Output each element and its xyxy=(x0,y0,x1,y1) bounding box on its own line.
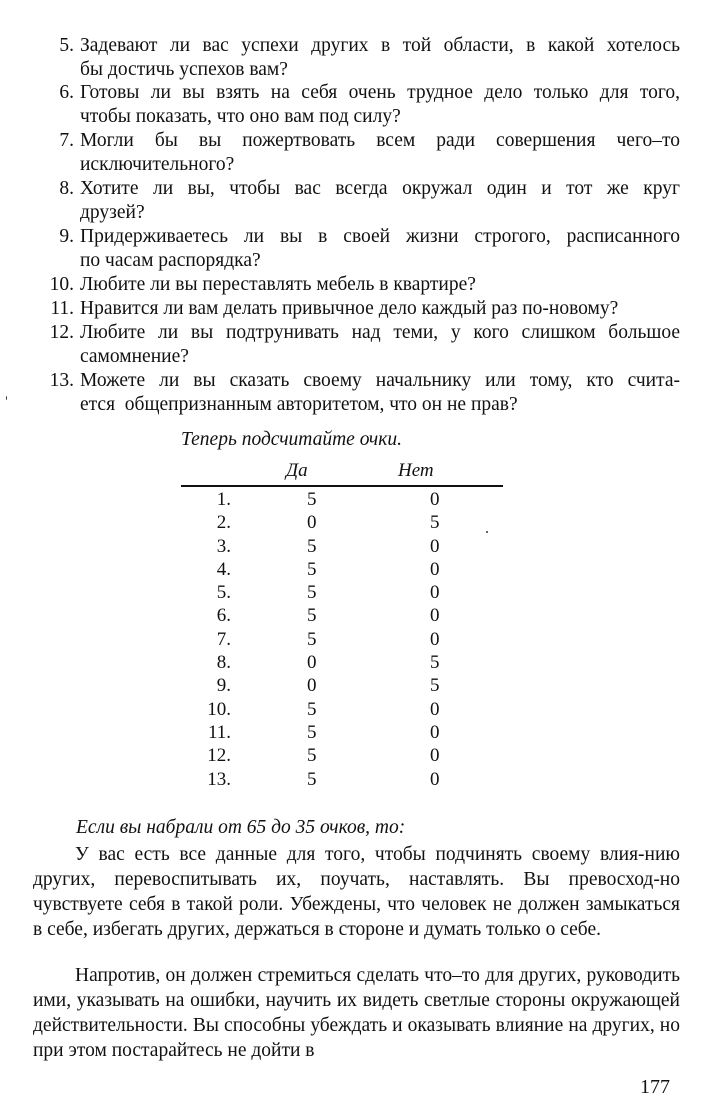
yes-score: 0 xyxy=(307,512,317,534)
yes-score: 0 xyxy=(307,675,317,697)
score-row xyxy=(181,698,503,721)
question-text-line: исключительного? xyxy=(80,153,235,175)
question-item xyxy=(0,225,713,273)
score-table xyxy=(181,460,503,790)
question-number: 9. xyxy=(59,226,74,247)
question-text-line: Могли бы вы пожертвовать всем ради совершения чего–то xyxy=(80,130,680,151)
question-item xyxy=(0,81,713,129)
score-table-header xyxy=(181,460,503,484)
score-row xyxy=(181,511,503,534)
score-instruction: Теперь подсчитайте очки. xyxy=(181,429,402,450)
question-text-line: ется общепризнанным авторитетом, что он не прав? xyxy=(80,393,518,415)
row-number: 10. xyxy=(207,698,231,720)
row-number: 3. xyxy=(216,535,231,557)
score-row xyxy=(181,721,503,744)
no-score: 0 xyxy=(430,535,440,557)
question-number: 12. xyxy=(49,322,74,343)
question-text-line: чтобы показать, что оно вам под силу? xyxy=(80,105,401,127)
no-score: 0 xyxy=(430,558,440,580)
result-paragraph: У вас есть все данные для того, чтобы подчинять своему влия-нию других, перевоспитывать их, поучать, наставлять. Вы превосход-но чувствуете себя в такой роли. Убеждены, что человек не должен замыкаться в себе, избегать других, держаться в стороне и думать только о себе. xyxy=(33,844,680,940)
question-text-line: Любите ли вы переставлять мебель в квартире? xyxy=(80,274,476,295)
yes-score: 0 xyxy=(307,652,317,674)
row-number: 2. xyxy=(216,512,231,534)
question-text-line: Нравится ли вам делать привычное дело каждый раз по-новому? xyxy=(80,298,619,319)
yes-score: 5 xyxy=(307,745,317,767)
question-number: 11. xyxy=(50,298,74,319)
yes-score: 5 xyxy=(307,582,317,604)
score-row xyxy=(181,581,503,604)
score-row xyxy=(181,558,503,581)
score-row xyxy=(181,768,503,791)
no-score: 0 xyxy=(430,768,440,790)
speck xyxy=(486,531,488,533)
score-row xyxy=(181,535,503,558)
question-text-line: Задевают ли вас успехи других в той области, в какой хотелось xyxy=(80,35,680,56)
question-text-line: Придерживаетесь ли вы в своей жизни строгого, расписанного xyxy=(80,226,680,247)
question-number: 10. xyxy=(49,274,74,295)
question-text-line: друзей? xyxy=(80,201,145,223)
question-text-line: Хотите ли вы, чтобы вас всегда окружал один и тот же круг xyxy=(80,178,680,199)
question-number: 5. xyxy=(59,35,74,56)
question-item xyxy=(0,129,713,177)
no-score: 0 xyxy=(430,605,440,627)
question-item xyxy=(0,177,713,225)
question-number: 6. xyxy=(59,82,74,103)
score-row xyxy=(181,488,503,511)
question-number: 7. xyxy=(59,130,74,151)
question-item xyxy=(0,369,713,417)
question-text-line: самомнение? xyxy=(80,345,189,367)
row-number: 13. xyxy=(207,768,231,790)
row-number: 9. xyxy=(216,675,231,697)
column-header-no: Нет xyxy=(398,460,434,481)
yes-score: 5 xyxy=(307,721,317,743)
column-header-yes: Да xyxy=(286,460,308,481)
question-item xyxy=(0,34,713,81)
result-heading: Если вы набрали от 65 до 35 очков, то: xyxy=(76,817,406,838)
row-number: 11. xyxy=(207,721,231,743)
question-text-line: Любите ли вы подтрунивать над теми, у кого слишком большое xyxy=(80,322,680,343)
question-item xyxy=(0,273,713,297)
yes-score: 5 xyxy=(307,628,317,650)
score-row xyxy=(181,744,503,767)
question-text-line: Можете ли вы сказать своему начальнику или тому, кто счита- xyxy=(80,370,680,391)
question-item xyxy=(0,297,713,321)
speck xyxy=(6,396,7,400)
no-score: 0 xyxy=(430,489,440,510)
score-row xyxy=(181,604,503,627)
yes-score: 5 xyxy=(307,698,317,720)
yes-score: 5 xyxy=(307,558,317,580)
row-number: 4. xyxy=(216,558,231,580)
table-rule xyxy=(181,485,503,487)
question-number: 13. xyxy=(49,370,74,391)
row-number: 6. xyxy=(216,605,231,627)
no-score: 0 xyxy=(430,698,440,720)
score-row xyxy=(181,651,503,674)
yes-score: 5 xyxy=(307,535,317,557)
score-row xyxy=(181,628,503,651)
no-score: 0 xyxy=(430,582,440,604)
row-number: 1. xyxy=(216,489,231,510)
no-score: 0 xyxy=(430,721,440,743)
score-table-body xyxy=(181,488,503,791)
row-number: 12. xyxy=(207,745,231,767)
no-score: 5 xyxy=(430,652,440,674)
no-score: 0 xyxy=(430,628,440,650)
yes-score: 5 xyxy=(307,768,317,790)
score-row xyxy=(181,674,503,697)
question-item xyxy=(0,321,713,369)
question-number: 8. xyxy=(59,178,74,199)
no-score: 5 xyxy=(430,675,440,697)
page-number: 177 xyxy=(640,1076,670,1098)
question-list xyxy=(0,34,713,417)
question-text-line: Готовы ли вы взять на себя очень трудное дело только для того, xyxy=(80,82,680,103)
row-number: 7. xyxy=(216,628,231,650)
row-number: 5. xyxy=(216,582,231,604)
no-score: 0 xyxy=(430,745,440,767)
row-number: 8. xyxy=(216,652,231,674)
yes-score: 5 xyxy=(307,489,317,510)
yes-score: 5 xyxy=(307,605,317,627)
no-score: 5 xyxy=(430,512,440,534)
question-text-line: бы достичь успехов вам? xyxy=(80,58,288,80)
result-paragraph: Напротив, он должен стремиться сделать что–то для других, руководить ими, указывать на ошибки, научить их видеть светлые стороны окружающей действительности. Вы способны убеждать и оказывать влияние на других, но при этом постарайтесь не дойти в xyxy=(33,965,680,1061)
question-text-line: по часам распорядка? xyxy=(80,249,261,271)
